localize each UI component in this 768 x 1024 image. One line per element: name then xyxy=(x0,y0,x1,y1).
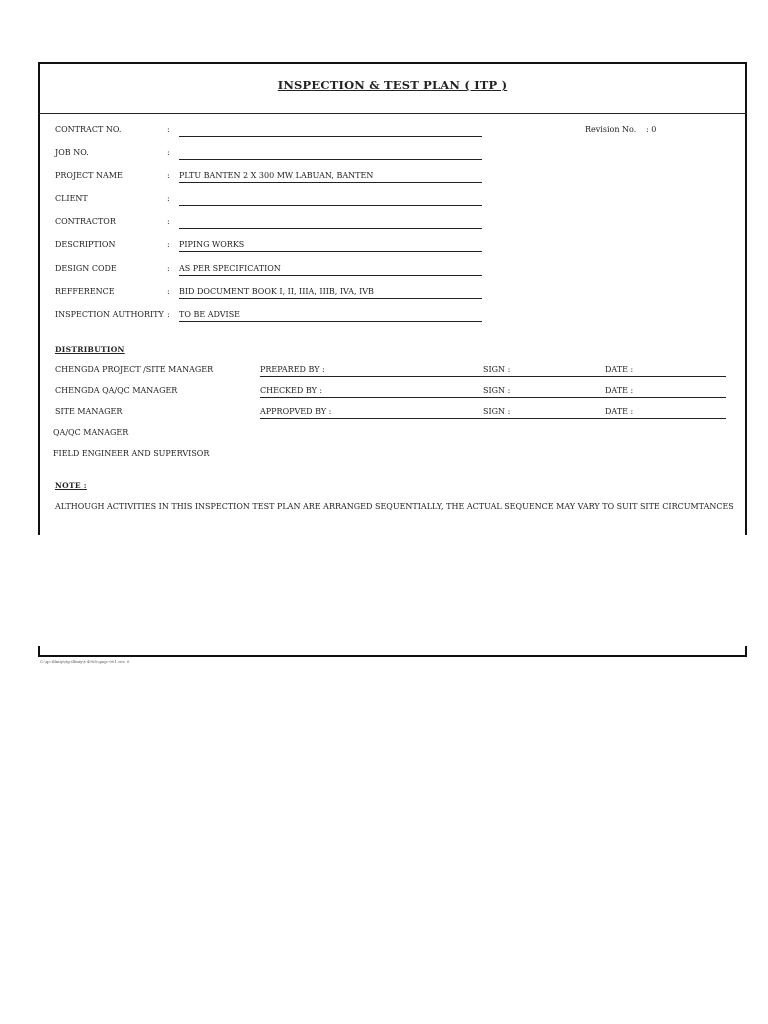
field-value: AS PER SPECIFICATION xyxy=(179,264,281,273)
signoff-role: PREPARED BY : xyxy=(260,365,325,374)
signoff-date-label: DATE : xyxy=(605,365,634,374)
frame-left-border xyxy=(38,62,40,535)
frame-right-border xyxy=(745,62,747,535)
field-label: PROJECT NAME xyxy=(55,171,123,180)
field-colon: : xyxy=(167,194,170,203)
field-underline xyxy=(179,298,482,299)
signoff-sign-label: SIGN : xyxy=(483,386,511,395)
signoff-underline xyxy=(260,376,726,377)
field-underline xyxy=(179,159,482,160)
note-heading: NOTE : xyxy=(55,481,87,490)
distribution-item: QA/QC MANAGER xyxy=(53,428,129,437)
note-text: ALTHOUGH ACTIVITIES IN THIS INSPECTION TEST PLAN ARE ARRANGED SEQUENTIALLY, THE ACTUAL SEQUENCE MAY VARY TO SUIT SITE CIRCUMTANCES xyxy=(55,502,734,511)
field-colon: : xyxy=(167,125,170,134)
field-label: DESIGN CODE xyxy=(55,264,117,273)
field-value: TO BE ADVISE xyxy=(179,310,241,319)
distribution-item: FIELD ENGINEER AND SUPERVISOR xyxy=(53,449,210,458)
field-underline xyxy=(179,228,482,229)
field-underline xyxy=(179,205,482,206)
field-label: DESCRIPTION xyxy=(55,240,116,249)
signoff-role: CHECKED BY : xyxy=(260,386,323,395)
signoff-date-label: DATE : xyxy=(605,386,634,395)
distribution-item: SITE MANAGER xyxy=(55,407,123,416)
field-value: PIPING WORKS xyxy=(179,240,245,249)
frame-top-border xyxy=(38,62,747,64)
frame-bottom-right-tick xyxy=(745,646,747,657)
field-value: PLTU BANTEN 2 X 300 MW LABUAN, BANTEN xyxy=(179,171,374,180)
field-underline xyxy=(179,136,482,137)
field-label: CLIENT xyxy=(55,194,88,203)
signoff-date-label: DATE : xyxy=(605,407,634,416)
signoff-role: APPROPVED BY : xyxy=(260,407,332,416)
field-label: REFFERENCE xyxy=(55,287,115,296)
revision-value: : 0 xyxy=(646,125,657,134)
distribution-heading: DISTRIBUTION xyxy=(55,345,125,354)
distribution-item: CHENGDA PROJECT /SITE MANAGER xyxy=(55,365,214,374)
frame-bottom-border xyxy=(38,655,747,657)
field-colon: : xyxy=(167,171,170,180)
field-underline xyxy=(179,251,482,252)
field-underline xyxy=(179,182,482,183)
title-divider xyxy=(38,113,747,114)
field-label: CONTRACTOR xyxy=(55,217,116,226)
signoff-sign-label: SIGN : xyxy=(483,407,511,416)
frame-bottom-left-tick xyxy=(38,646,40,657)
field-colon: : xyxy=(167,264,170,273)
signoff-sign-label: SIGN : xyxy=(483,365,511,374)
field-colon: : xyxy=(167,310,170,319)
document-title-text: INSPECTION & TEST PLAN ( ITP ) xyxy=(277,78,508,92)
distribution-item: CHENGDA QA/QC MANAGER xyxy=(55,386,178,395)
field-colon: : xyxy=(167,240,170,249)
field-colon: : xyxy=(167,148,170,157)
revision-label: Revision No. xyxy=(585,125,637,134)
footer-file-path: C:\qc-illmiy\itp-illmiy\t-4908-qaqc-001 rev. 0 xyxy=(40,659,130,664)
signoff-underline xyxy=(260,418,726,419)
field-colon: : xyxy=(167,217,170,226)
field-value: BID DOCUMENT BOOK I, II, IIIA, IIIB, IVA, IVB xyxy=(179,287,374,296)
field-underline xyxy=(179,321,482,322)
field-underline xyxy=(179,275,482,276)
signoff-underline xyxy=(260,397,726,398)
field-label: INSPECTION AUTHORITY xyxy=(55,310,164,319)
field-colon: : xyxy=(167,287,170,296)
field-label: JOB NO. xyxy=(55,148,89,157)
document-title xyxy=(0,78,768,92)
field-label: CONTRACT NO. xyxy=(55,125,122,134)
